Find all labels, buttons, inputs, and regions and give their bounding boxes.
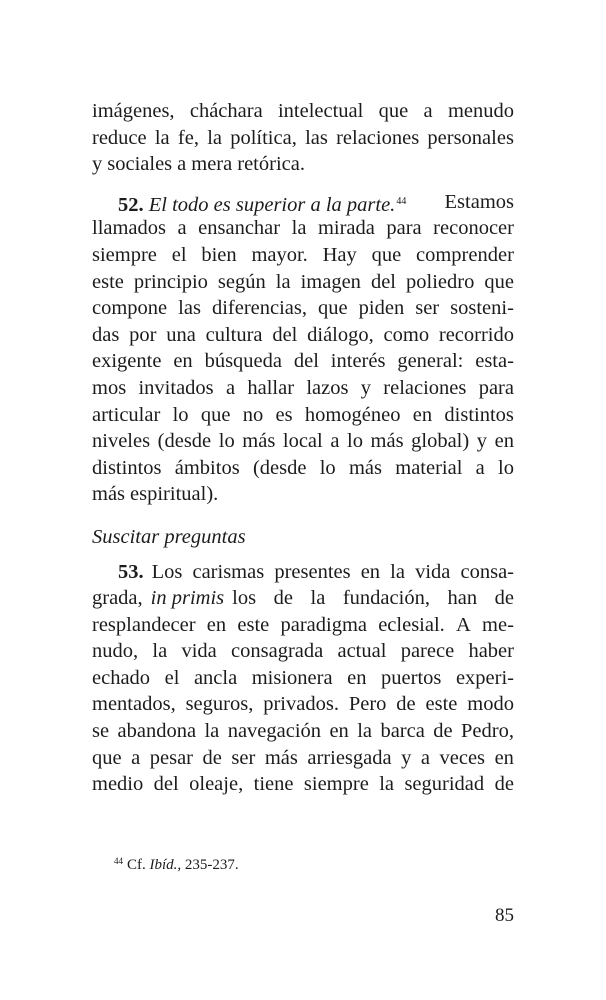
- word: de: [433, 720, 453, 743]
- word: a: [420, 746, 430, 769]
- word: abandona: [117, 720, 197, 743]
- text-line: [92, 402, 514, 429]
- word: espiritual).: [130, 483, 219, 506]
- word: lazos: [306, 376, 349, 399]
- word: sociales: [107, 153, 173, 176]
- word: que: [371, 243, 402, 266]
- word: global): [411, 430, 470, 453]
- word: exigente: [92, 350, 162, 373]
- word: del: [370, 270, 396, 293]
- text-line: [92, 322, 514, 349]
- word: este: [425, 693, 458, 716]
- word: que: [484, 270, 514, 293]
- word: lo: [347, 430, 363, 453]
- text-line: [92, 98, 514, 125]
- text-line: [92, 295, 514, 322]
- word: la: [357, 720, 373, 743]
- text-line: [92, 125, 514, 152]
- text-line: [92, 745, 514, 772]
- latin-phrase: in primis: [150, 587, 225, 610]
- word: no: [242, 403, 264, 426]
- word: actual: [337, 640, 387, 663]
- word: haber: [468, 640, 514, 663]
- word: Pero: [348, 693, 387, 716]
- word: piden: [358, 297, 405, 320]
- word: navegación: [227, 720, 322, 743]
- word: de: [396, 693, 416, 716]
- text-line: [92, 215, 514, 242]
- word: medio: [92, 773, 144, 796]
- word: ser: [231, 746, 256, 769]
- text-line: [92, 269, 514, 296]
- word: en: [173, 350, 193, 373]
- word: ámbitos: [174, 456, 240, 479]
- word: privados.: [263, 693, 339, 716]
- word: seguridad: [404, 773, 485, 796]
- word: hallar: [247, 376, 295, 399]
- word: ancla: [193, 666, 238, 689]
- word: lo: [319, 456, 336, 479]
- footnote-prefix: Cf.: [127, 857, 146, 873]
- word: mos: [92, 376, 127, 399]
- word: mayor.: [251, 243, 308, 266]
- word: lo: [498, 456, 514, 479]
- word: una: [166, 323, 196, 346]
- word: del: [153, 773, 179, 796]
- word: niveles: [92, 430, 151, 453]
- word: mirada: [317, 217, 375, 240]
- word: a: [177, 217, 187, 240]
- word: bien: [201, 243, 237, 266]
- word: intelectual: [277, 100, 364, 122]
- word: A: [456, 613, 471, 636]
- word: es: [275, 403, 293, 426]
- word: que: [378, 100, 409, 122]
- word: siempre: [92, 243, 157, 266]
- word: de: [494, 773, 514, 796]
- word: las: [305, 126, 328, 149]
- word: oleaje,: [189, 773, 244, 796]
- word: paradigma: [280, 613, 367, 636]
- word: compone: [92, 297, 168, 320]
- word: local: [282, 430, 323, 453]
- word: cháchara: [189, 100, 263, 122]
- footnote-ibid: Ibíd.,: [149, 857, 182, 873]
- word: Hay: [322, 243, 357, 266]
- text-line: [92, 638, 514, 665]
- word: reconocer: [433, 217, 514, 240]
- word: del: [293, 350, 319, 373]
- word: que: [92, 746, 122, 769]
- word: el: [171, 243, 187, 266]
- word: imagen: [300, 270, 361, 293]
- text-line: [92, 718, 514, 745]
- word: relaciones: [336, 126, 420, 149]
- word: que: [200, 403, 231, 426]
- text-line: [92, 242, 514, 269]
- word: a: [423, 100, 433, 122]
- word: homogéneo: [304, 403, 401, 426]
- paragraph-53: [92, 559, 514, 798]
- word: llamados: [92, 217, 167, 240]
- word: a: [131, 746, 141, 769]
- word: lo: [172, 403, 189, 426]
- word: parece: [400, 640, 455, 663]
- paragraph-53-first-line: [92, 559, 514, 586]
- word: barca: [380, 720, 425, 743]
- word: se: [92, 720, 110, 743]
- word: diálogo,: [307, 323, 374, 346]
- word: experi-: [455, 666, 514, 689]
- paragraph-51-end: [92, 98, 514, 178]
- word: Pedro,: [461, 720, 514, 743]
- word: consagrada: [231, 640, 324, 663]
- word: política,: [230, 126, 297, 149]
- word: nudo,: [92, 640, 139, 663]
- word: resplandecer: [92, 613, 196, 636]
- word: a: [330, 430, 340, 453]
- word: comprender: [416, 243, 514, 266]
- paragraph-heading: El todo es superior a la parte.: [148, 193, 396, 216]
- word: articular: [92, 403, 161, 426]
- word: mera: [191, 153, 233, 176]
- word: pesar: [149, 746, 194, 769]
- word: personales: [427, 126, 514, 149]
- word: interés: [330, 350, 386, 373]
- word: la: [291, 217, 307, 240]
- word: la: [204, 720, 220, 743]
- paragraph-52-first-line: [92, 189, 514, 216]
- word: y: [92, 153, 103, 176]
- word: distintos: [92, 456, 162, 479]
- word: echado: [92, 666, 151, 689]
- word: tiene: [253, 773, 294, 796]
- word: retórica.: [237, 153, 305, 176]
- word: que: [318, 297, 348, 320]
- word: (desde: [252, 456, 307, 479]
- word: la: [152, 640, 168, 663]
- word: las: [178, 297, 201, 320]
- text-line: [92, 665, 514, 692]
- word: poliedro: [406, 270, 475, 293]
- section-heading: Suscitar preguntas: [92, 525, 246, 548]
- word: mentados,: [92, 693, 176, 716]
- text-line: [92, 612, 514, 639]
- word: general:: [397, 350, 464, 373]
- word: en: [494, 430, 514, 453]
- text-line: [92, 481, 514, 508]
- word: según: [217, 270, 266, 293]
- word: me-: [482, 613, 514, 636]
- word: la: [154, 126, 170, 149]
- text-line: [92, 348, 514, 375]
- word: ser: [415, 297, 440, 320]
- word: siempre: [303, 773, 369, 796]
- word: a: [475, 456, 485, 479]
- word: das: [92, 323, 120, 346]
- word: arriesgada: [307, 746, 392, 769]
- word: lo: [218, 430, 235, 453]
- word: la: [275, 270, 291, 293]
- word: la: [207, 126, 222, 149]
- word: búsqueda: [204, 350, 282, 373]
- word: sosteni-: [450, 297, 514, 320]
- word: en: [412, 403, 433, 426]
- text-line: [92, 691, 514, 718]
- word: la: [379, 773, 395, 796]
- word: (desde: [157, 430, 212, 453]
- word: de: [202, 746, 222, 769]
- word: eclesial.: [378, 613, 445, 636]
- word: más: [264, 746, 298, 769]
- footnote-reference: 44: [396, 195, 407, 207]
- text-line: [92, 455, 514, 482]
- word: en: [206, 613, 227, 636]
- word: vida: [181, 640, 217, 663]
- paragraph-number: 52. El todo es superior a la parte.$^{44}$: [118, 193, 407, 216]
- word: más: [348, 456, 382, 479]
- word: cultura: [205, 323, 263, 346]
- word: modo: [467, 693, 514, 716]
- footnote-marker: 44: [114, 856, 123, 866]
- word: como: [383, 323, 430, 346]
- word: reduce: [92, 126, 147, 149]
- word: en: [347, 666, 367, 689]
- word: este: [92, 270, 124, 293]
- word: menudo: [447, 100, 514, 122]
- word: invitados: [138, 376, 214, 399]
- word: ensanchar: [198, 217, 281, 240]
- word: más: [242, 430, 276, 453]
- word: diferencias,: [211, 297, 308, 320]
- word: relaciones: [383, 376, 467, 399]
- word: principio: [133, 270, 208, 293]
- word: misionera: [251, 666, 333, 689]
- word: este: [237, 613, 270, 636]
- text-line: [92, 375, 514, 402]
- page-number: 85: [495, 905, 514, 926]
- page-body: [92, 98, 514, 798]
- word: y: [360, 376, 371, 399]
- word: recorrido: [438, 323, 514, 346]
- footnote-pages: 235-237.: [184, 857, 239, 873]
- word: puertos: [381, 666, 442, 689]
- word: y: [476, 430, 488, 453]
- word: del: [272, 323, 298, 346]
- word: en: [329, 720, 349, 743]
- word: para: [386, 217, 422, 240]
- word: en: [494, 746, 514, 769]
- word: fe,: [177, 126, 199, 149]
- word: esta-: [475, 350, 514, 373]
- text-line: [92, 771, 514, 798]
- text-line: [92, 428, 514, 455]
- word: por: [129, 323, 157, 346]
- word: veces: [439, 746, 486, 769]
- text-span: los de la fundación, han de: [232, 587, 514, 610]
- paragraph-number: 53.: [118, 560, 144, 583]
- paragraph-52: [92, 189, 514, 508]
- word: para: [478, 376, 514, 399]
- footnote: [114, 851, 239, 875]
- word: material: [395, 456, 463, 479]
- text-line: [92, 151, 514, 178]
- word: seguros,: [185, 693, 254, 716]
- text-line: [92, 585, 514, 612]
- word: a: [177, 153, 187, 176]
- word: más: [370, 430, 404, 453]
- text-span: grada,: [92, 587, 143, 610]
- text-span: Los carismas presentes en la vida consa-: [151, 560, 514, 583]
- word: distintos: [444, 403, 514, 426]
- word: y: [401, 746, 412, 769]
- word: el: [164, 666, 180, 689]
- word: más: [92, 483, 126, 506]
- text-span: Estamos: [444, 190, 514, 213]
- word: a: [225, 376, 236, 399]
- word: imágenes,: [92, 100, 175, 122]
